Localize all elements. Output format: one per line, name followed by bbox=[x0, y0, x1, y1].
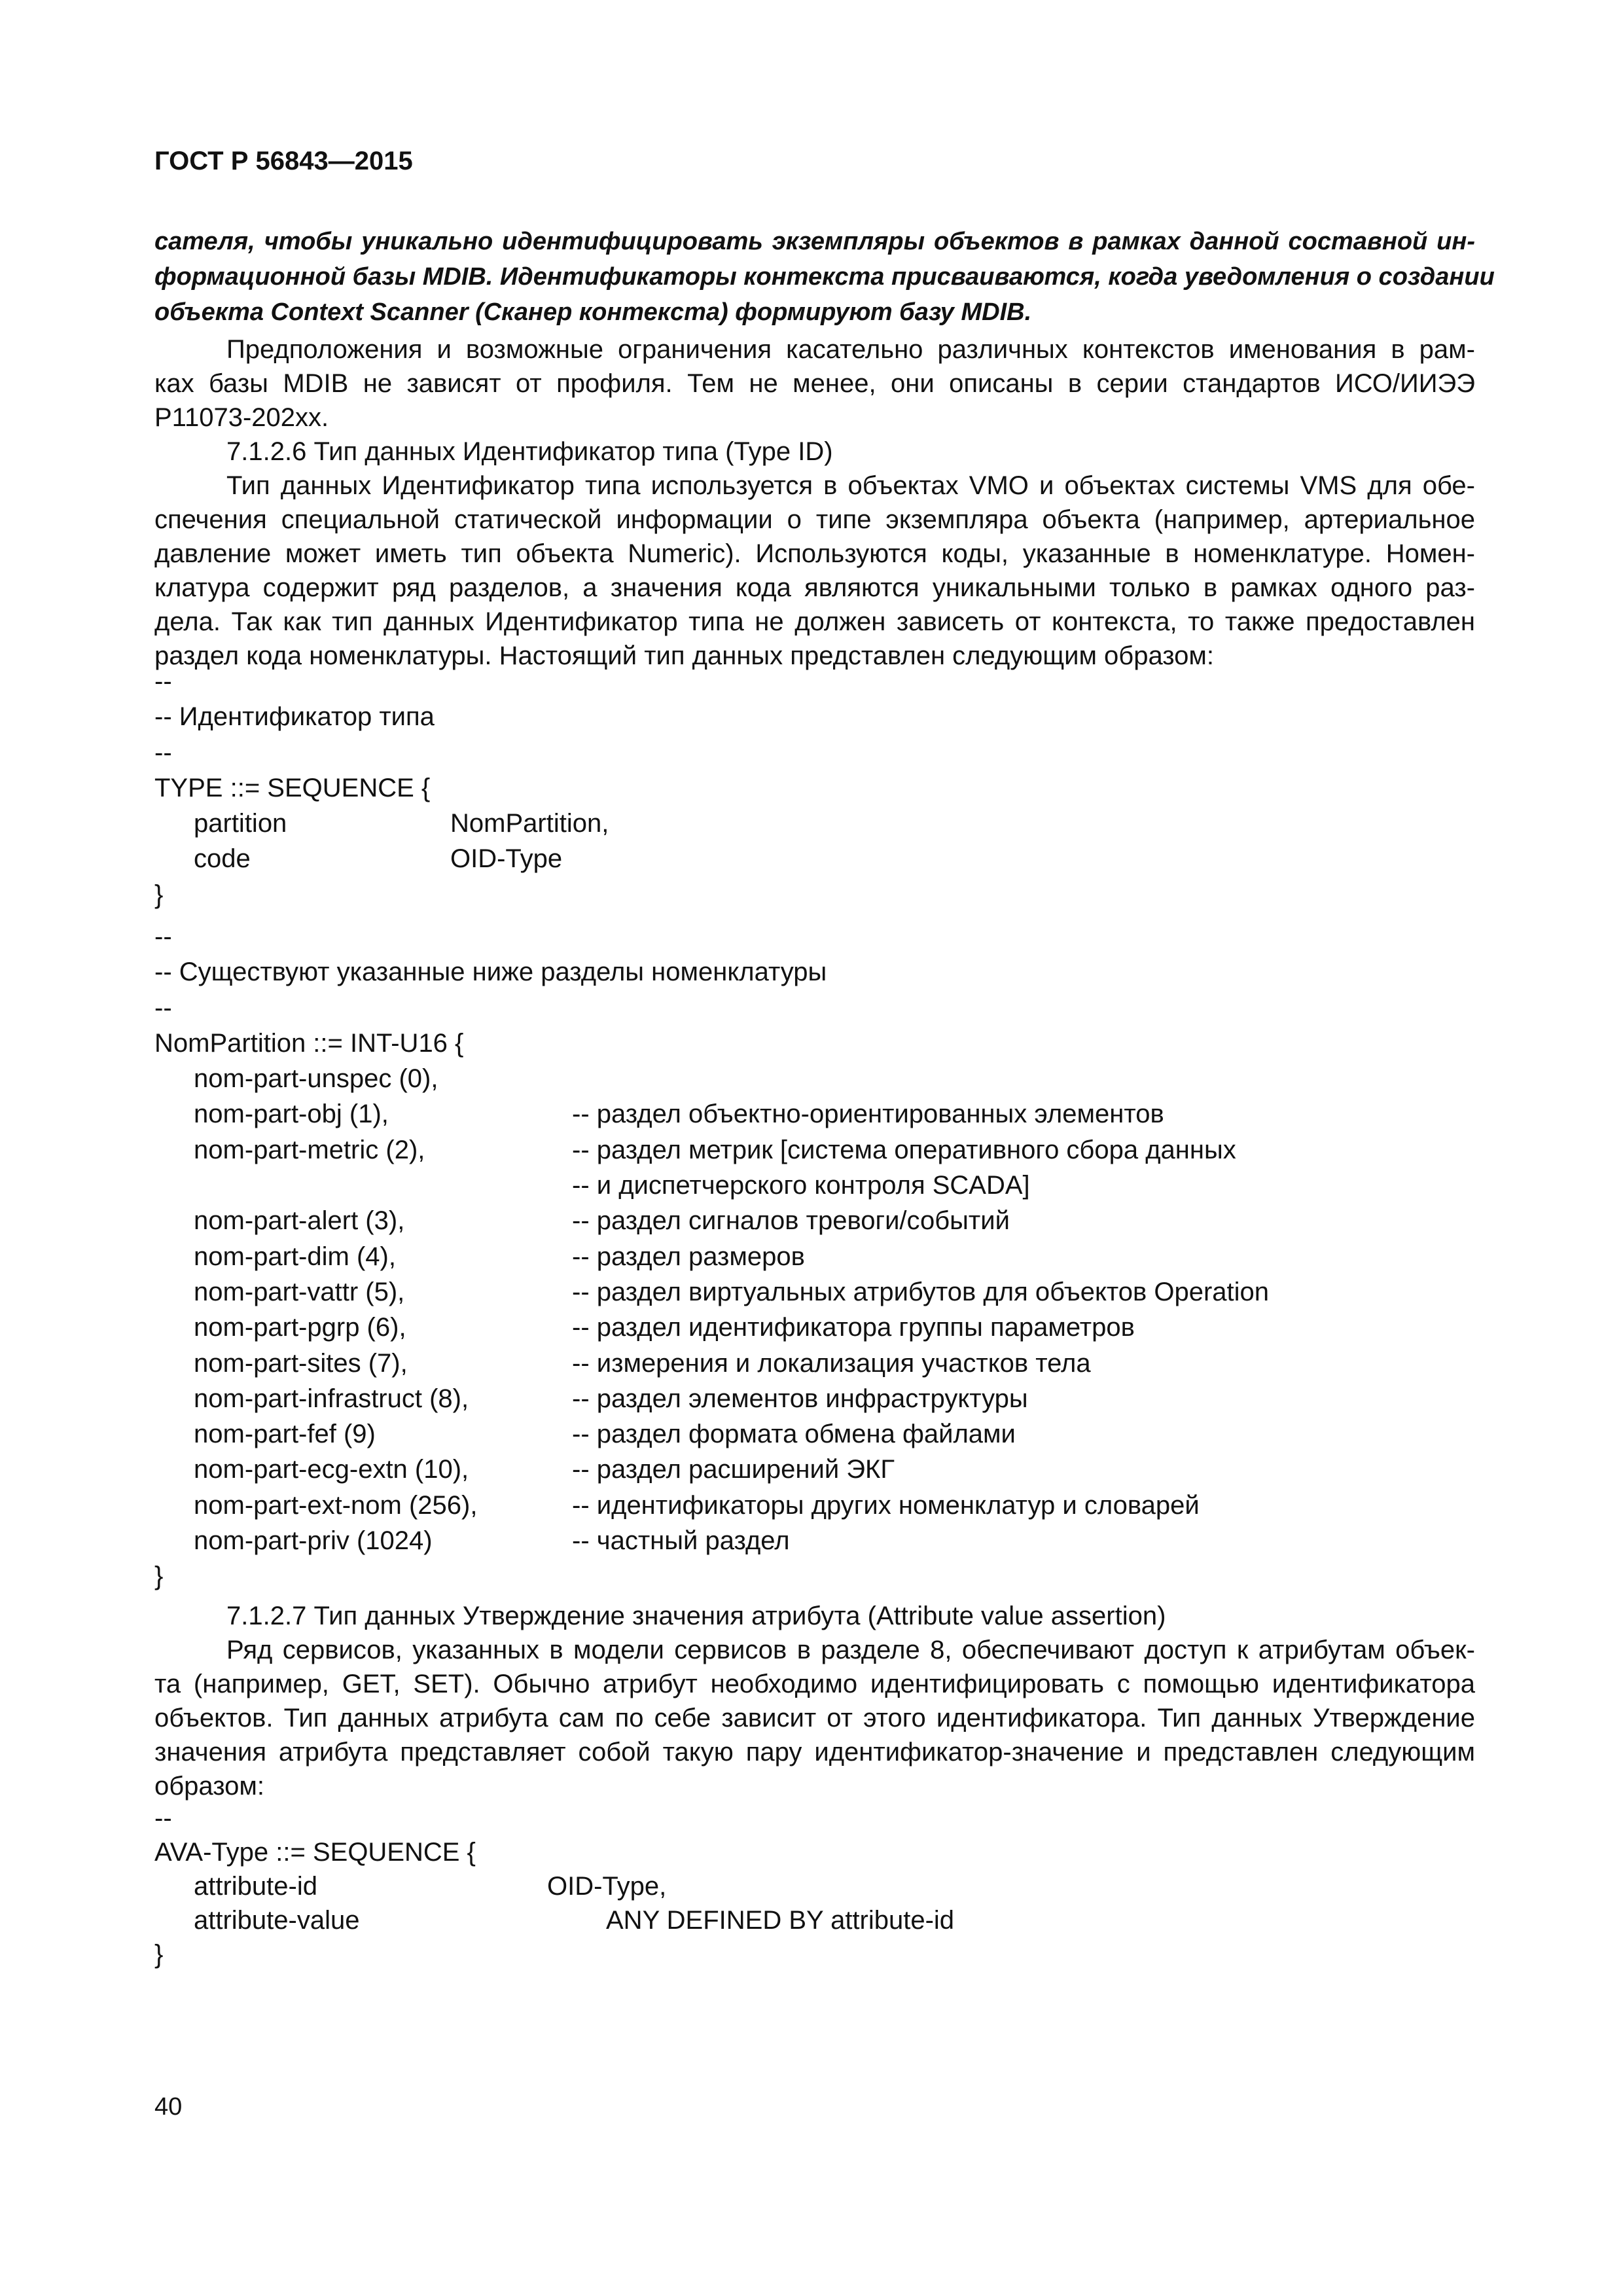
field-type: OID-Type bbox=[450, 844, 563, 874]
paragraph-line: объектов. Тип данных атрибута сам по себе зависит от этого идентификатора. Тип данных Утверждение bbox=[154, 1704, 1475, 1732]
code-declaration: NomPartition ::= INT-U16 { bbox=[154, 1028, 464, 1058]
code-comment: -- Идентификатор типа bbox=[154, 702, 435, 732]
paragraph-line: Ряд сервисов, указанных в модели сервисов в разделе 8, обеспечивают доступ к атрибутам объек- bbox=[226, 1636, 1475, 1664]
paragraph-line: клатура содержит ряд разделов, а значения кода являются уникальными только в рамках одного раз- bbox=[154, 573, 1475, 602]
field-type: OID-Type, bbox=[547, 1872, 667, 1901]
code-close-brace: } bbox=[154, 880, 164, 909]
partition-comment: -- раздел объектно-ориентированных элементов bbox=[572, 1100, 1164, 1129]
paragraph-line: та (например, GET, SET). Обычно атрибут необходимо идентифицировать с помощью идентификатора bbox=[154, 1670, 1475, 1698]
partition-comment: -- раздел виртуальных атрибутов для объектов Operation bbox=[572, 1277, 1270, 1306]
partition-name: nom-part-ecg-extn (10), bbox=[194, 1455, 469, 1484]
code-block-type bbox=[154, 664, 1475, 912]
partition-name: nom-part-ext-nom (256), bbox=[194, 1490, 478, 1520]
partition-name: nom-part-unspec (0), bbox=[194, 1064, 438, 1094]
partition-name: nom-part-alert (3), bbox=[194, 1206, 405, 1236]
intro-italic-paragraph bbox=[154, 224, 1495, 330]
code-comment: -- Существуют указанные ниже разделы номенклатуры bbox=[154, 958, 827, 987]
paragraph-line: образом: bbox=[154, 1772, 264, 1801]
partition-comment: -- идентификаторы других номенклатур и словарей bbox=[572, 1490, 1200, 1520]
code-block-ava bbox=[154, 1801, 1475, 1971]
paragraph-line: Тип данных Идентификатор типа используется в объектах VMO и объектах системы VMS для обе- bbox=[226, 471, 1475, 500]
code-comment: -- bbox=[154, 922, 172, 951]
field-name: attribute-value bbox=[194, 1906, 360, 1935]
paragraph-line: значения атрибута представляет собой такую пару идентификатор-значение и представлен следующим bbox=[154, 1738, 1475, 1767]
partition-name: nom-part-vattr (5), bbox=[194, 1277, 405, 1306]
code-close-brace: } bbox=[154, 1940, 164, 1969]
field-type: ANY DEFINED BY attribute-id bbox=[606, 1906, 955, 1935]
field-type: NomPartition, bbox=[450, 809, 609, 838]
partition-name: nom-part-sites (7), bbox=[194, 1348, 408, 1378]
partition-comment: -- раздел сигналов тревоги/событий bbox=[572, 1206, 1010, 1236]
partition-name: nom-part-priv (1024) bbox=[194, 1526, 433, 1556]
section-heading: 7.1.2.6 Тип данных Идентификатор типа (Type ID) bbox=[226, 437, 833, 466]
field-name: attribute-id bbox=[194, 1872, 317, 1901]
partition-comment: -- раздел размеров bbox=[572, 1242, 805, 1271]
paragraph-line: раздел кода номенклатуры. Настоящий тип данных представлен следующим образом: bbox=[154, 641, 1215, 670]
partition-comment: -- раздел элементов инфраструктуры bbox=[572, 1384, 1028, 1413]
paragraph-line: ках базы MDIB не зависят от профиля. Тем не менее, они описаны в серии стандартов ИСО/ИИЭЭ bbox=[154, 369, 1475, 398]
partition-comment: -- раздел идентификатора группы параметров bbox=[572, 1313, 1135, 1342]
partition-name: nom-part-obj (1), bbox=[194, 1100, 389, 1129]
partition-comment: -- и диспетчерского контроля SCADA] bbox=[572, 1171, 1030, 1200]
paragraph-line: дела. Так как тип данных Идентификатор типа не должен зависеть от контекста, то также предоставлен bbox=[154, 607, 1475, 636]
partition-comment: -- измерения и локализация участков тела bbox=[572, 1348, 1091, 1378]
code-declaration: AVA-Type ::= SEQUENCE { bbox=[154, 1838, 476, 1867]
partition-name: nom-part-dim (4), bbox=[194, 1242, 396, 1271]
code-comment: -- bbox=[154, 1804, 172, 1833]
partition-name: nom-part-metric (2), bbox=[194, 1135, 425, 1164]
paragraph-line: Предположения и возможные ограничения касательно различных контекстов именования в рам- bbox=[226, 335, 1475, 364]
code-close-brace: } bbox=[154, 1562, 164, 1591]
document-header: ГОСТ Р 56843—2015 bbox=[154, 147, 413, 175]
code-comment: -- bbox=[154, 738, 172, 767]
partition-name: nom-part-fef (9) bbox=[194, 1420, 376, 1449]
partition-name: nom-part-infrastruct (8), bbox=[194, 1384, 469, 1413]
partition-comment: -- раздел расширений ЭКГ bbox=[572, 1455, 895, 1484]
paragraph-line: давление может иметь тип объекта Numeric). Используются коды, указанные в номенклатуре. Номен- bbox=[154, 539, 1475, 568]
partition-comment: -- раздел метрик [система оперативного сбора данных bbox=[572, 1135, 1236, 1164]
code-block-nom-partition bbox=[154, 919, 1475, 1594]
body-text bbox=[154, 332, 1475, 673]
intro-line: формационной базы MDIB. Идентификаторы контекста присваиваются, когда уведомления о создании bbox=[154, 263, 1495, 291]
section-727-text bbox=[154, 1600, 1475, 1804]
partition-comment: -- раздел формата обмена файлами bbox=[572, 1420, 1016, 1449]
page-number: 40 bbox=[154, 2093, 183, 2121]
partition-comment: -- частный раздел bbox=[572, 1526, 790, 1556]
paragraph-line: спечения специальной статической информации о типе экземпляра объекта (например, артериальное bbox=[154, 505, 1475, 534]
code-declaration: TYPE ::= SEQUENCE { bbox=[154, 773, 431, 802]
paragraph-line: P11073-202xx. bbox=[154, 403, 329, 432]
field-name: code bbox=[194, 844, 251, 874]
code-comment: -- bbox=[154, 667, 172, 696]
intro-line: объекта Context Scanner (Сканер контекста) формируют базу MDIB. bbox=[154, 298, 1032, 326]
code-comment: -- bbox=[154, 993, 172, 1022]
section-heading: 7.1.2.7 Тип данных Утверждение значения атрибута (Attribute value assertion) bbox=[226, 1602, 1166, 1630]
intro-line: сателя, чтобы уникально идентифицировать экземпляры объектов в рамках данной составной ин- bbox=[154, 228, 1475, 255]
field-name: partition bbox=[194, 809, 287, 838]
partition-name: nom-part-pgrp (6), bbox=[194, 1313, 406, 1342]
